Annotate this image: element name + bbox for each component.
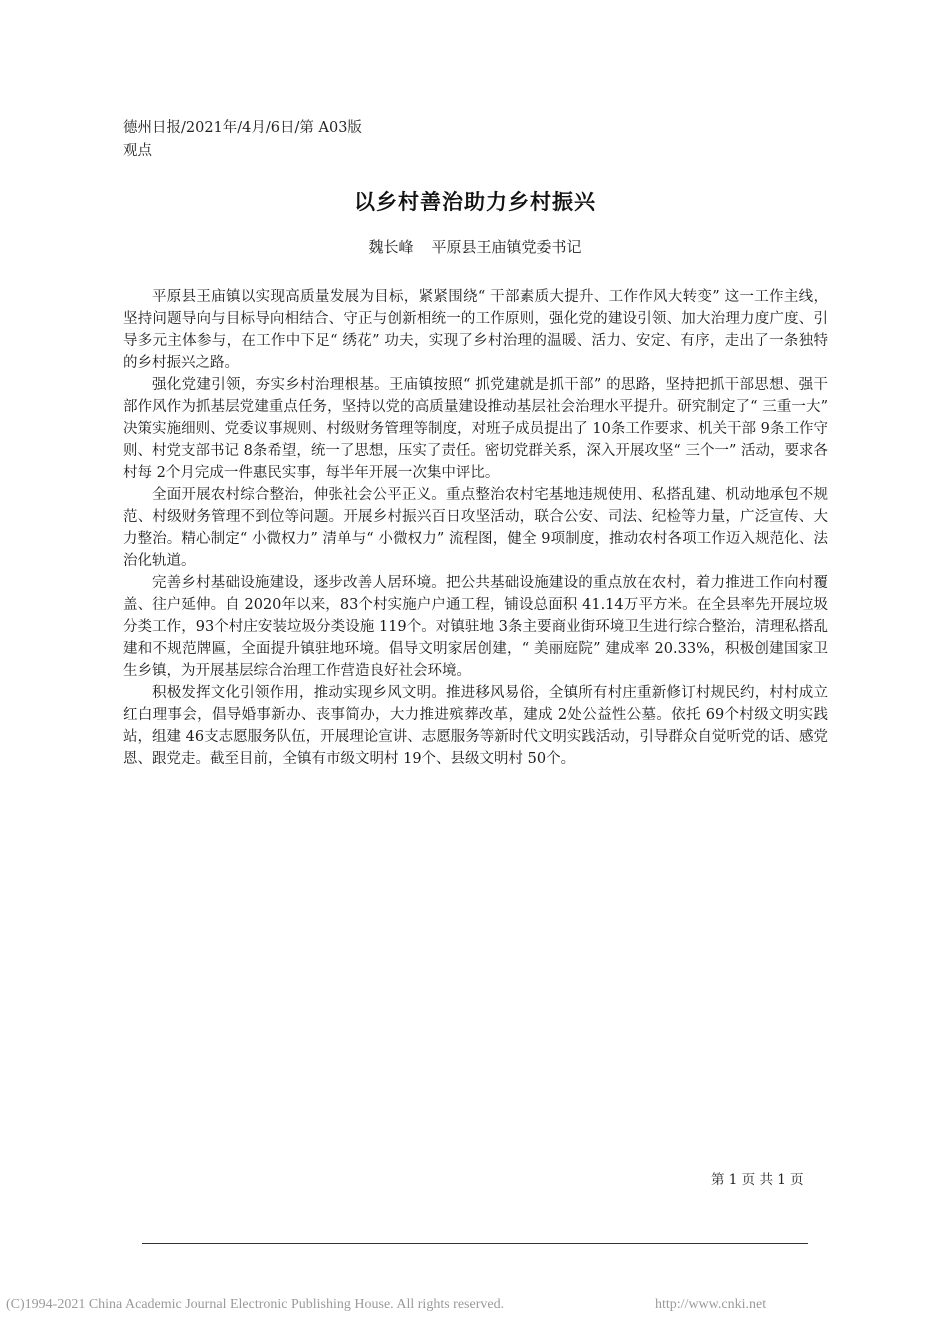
- paragraph: 完善乡村基础设施建设，逐步改善人居环境。把公共基础设施建设的重点放在农村，着力推进工作向村覆盖、往户延伸。自 2020年以来，83个村实施户户通工程，铺设总面积 41.14万平方米。在全县率先开展垃圾分类工作，93个村庄安装垃圾分类设施 119个。对镇驻地 3条主要商业街环境卫生进行综合整治，清理私搭乱建和不规范牌匾，全面提升镇驻地环境。倡导文明家居创建，“ 美丽庭院” 建成率 20.33%，积极创建国家卫生乡镇，为开展基层综合治理工作营造良好社会环境。: [123, 575, 828, 679]
- byline: [0, 236, 950, 257]
- paragraph: 积极发挥文化引领作用，推动实现乡风文明。推进移风易俗，全镇所有村庄重新修订村规民约，村村成立红白理事会，倡导婚事新办、丧事简办，大力推进殡葬改革，建成 2处公益性公墓。依托 69个村级文明实践站，组建 46支志愿服务队伍，开展理论宣讲、志愿服务等新时代文明实践活动，引导群众自觉听党的话、感党恩、跟党走。截至目前，全镇有市级文明村 19个、县级文明村 50个。: [123, 685, 828, 767]
- copyright-notice: (C)1994-2021 China Academic Journal Electronic Publishing House. All rights reserved.: [6, 1297, 505, 1312]
- author-position: 平原县王庙镇党委书记: [431, 238, 582, 256]
- paragraph: 强化党建引领，夯实乡村治理根基。王庙镇按照“ 抓党建就是抓干部” 的思路，坚持把抓干部思想、强干部作风作为抓基层党建重点任务，坚持以党的高质量建设推动基层社会治理水平提升。研究制定了“ 三重一大” 决策实施细则、党委议事规则、村级财务管理等制度，对班子成员提出了 10条工作要求、机关干部 9条工作守则、村党支部书记 8条希望，统一了思想，压实了责任。密切党群关系，深入开展攻坚“ 三个一” 活动，要求各村每 2个月完成一件惠民实事，每半年开展一次集中评比。: [123, 377, 828, 481]
- cnki-url: http://www.cnki.net: [655, 1297, 767, 1312]
- page-number: 第 1 页 共 1 页: [711, 1172, 804, 1188]
- paragraph: 平原县王庙镇以实现高质量发展为目标，紧紧围绕“ 干部素质大提升、工作作风大转变” 这一工作主线，坚持问题导向与目标导向相结合、守正与创新相统一的工作原则，强化党的建设引领、加大治理力度广度、引导多元主体参与，在工作中下足“ 绣花” 功夫，实现了乡村治理的温暖、活力、安定、有序，走出了一条独特的乡村振兴之路。: [123, 289, 828, 371]
- article-title: 以乡村善治助力乡村振兴: [354, 190, 596, 214]
- article-body: [123, 286, 828, 770]
- footer-divider: [142, 1243, 808, 1244]
- paragraph: 全面开展农村综合整治，伸张社会公平正义。重点整治农村宅基地违规使用、私搭乱建、机动地承包不规范、村级财务管理不到位等问题。开展乡村振兴百日攻坚活动，联合公安、司法、纪检等力量，广泛宣传、大力整治。精心制定“ 小微权力” 清单与“ 小微权力” 流程图，健全 9项制度，推动农村各项工作迈入规范化、法治化轨道。: [123, 487, 828, 569]
- author-name: 魏长峰: [368, 238, 414, 256]
- source-line: 德州日报/2021年/4月/6日/第 A03版观点: [123, 120, 362, 159]
